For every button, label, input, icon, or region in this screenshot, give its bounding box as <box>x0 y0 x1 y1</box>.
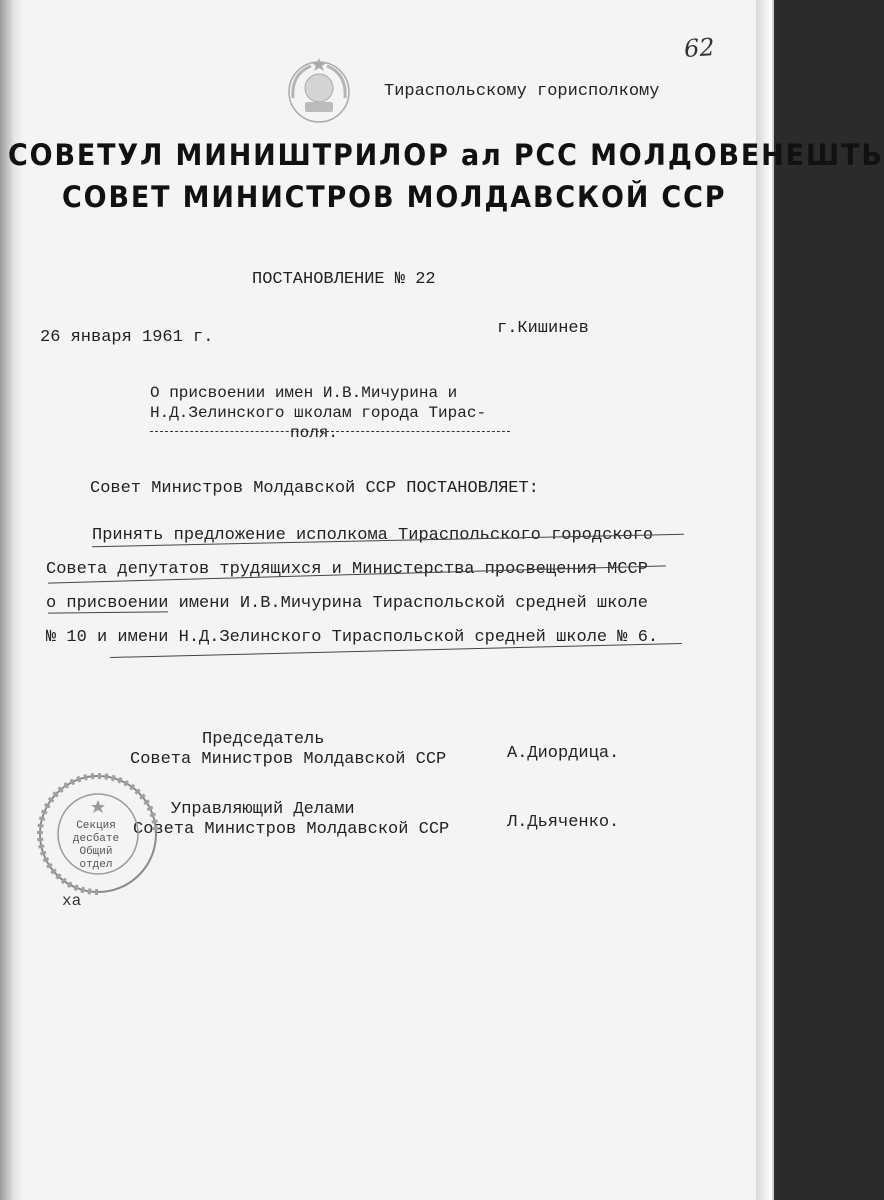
stamp-center-text <box>66 820 126 872</box>
stamp-line: десбате <box>72 833 120 845</box>
manager-name: Л.Дьяченко. <box>507 813 620 832</box>
header-russian: СОВЕТ МИНИСТРОВ МОЛДАВСКОЙ ССР <box>62 180 727 214</box>
emblem-moldavian-ssr-icon <box>281 52 357 128</box>
chair-title <box>130 730 446 770</box>
decree-subject <box>150 383 486 443</box>
subject-line: О присвоении имен И.В.Мичурина и <box>150 384 458 402</box>
manager-title-line: Управляющий Делами <box>171 800 355 819</box>
subject-line: Н.Д.Зелинского школам города Тирас- <box>150 404 487 422</box>
stamp-line: Секция <box>76 820 116 832</box>
body-line: № 10 и имени Н.Д.Зелинского Тираспольской средней школе № 6. <box>46 628 659 647</box>
decree-date: 26 января 1961 г. <box>40 328 214 347</box>
chair-title-line: Председатель <box>202 730 325 749</box>
stamp-line: Общий <box>79 846 113 858</box>
header-moldovan: СОВЕТУЛ МИНИШТРИЛОР ал РСС МОЛДОВЕНЕШТЬ <box>8 138 884 172</box>
addressee: Тираспольскому горисполкому <box>384 82 660 101</box>
manager-title-line: Совета Министров Молдавской ССР <box>133 820 450 839</box>
archive-page-number: 62 <box>683 32 716 64</box>
body-line: о присвоении имени И.В.Мичурина Тираспольской средней школе <box>46 594 648 613</box>
body-line: Совета депутатов трудящихся и Министерства просвещения МССР <box>46 560 648 579</box>
page-edge <box>756 0 772 1200</box>
subject-line: поля. <box>290 424 339 442</box>
preamble: Совет Министров Молдавской ССР ПОСТАНОВЛЯЕТ: <box>90 479 539 498</box>
subject-divider <box>150 431 510 432</box>
decree-place: г.Кишинев <box>497 319 589 338</box>
body-line: Принять предложение исполкома Тираспольского городского <box>92 526 654 545</box>
stamp-line: отдел <box>79 859 113 871</box>
stamp-mark: ха <box>62 892 82 910</box>
manager-title <box>133 800 449 840</box>
page-binding-shadow <box>0 0 24 1200</box>
chair-title-line: Совета Министров Молдавской ССР <box>130 750 447 769</box>
decree-title: ПОСТАНОВЛЕНИЕ № 22 <box>252 270 436 289</box>
chair-name: А.Диордица. <box>507 744 620 763</box>
